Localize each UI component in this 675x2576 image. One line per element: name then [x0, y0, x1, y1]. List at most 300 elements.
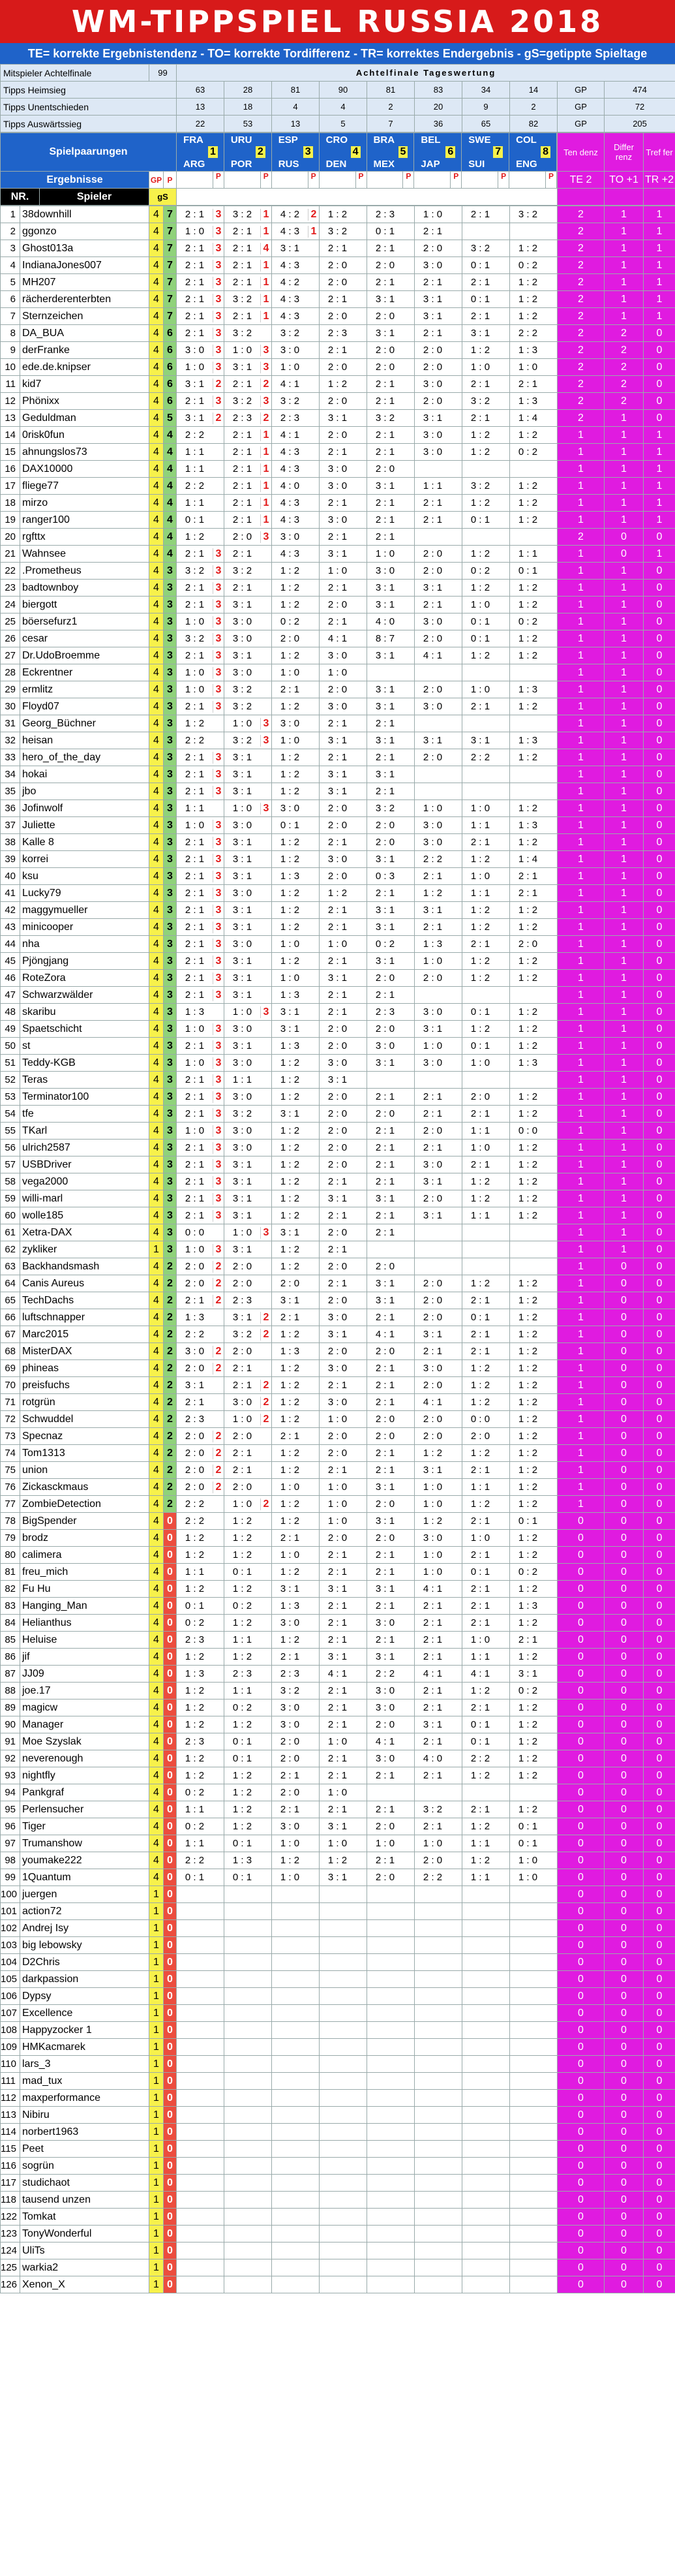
tip-score: 2 : 1	[327, 616, 348, 627]
player-tr: 0	[644, 1292, 675, 1309]
tip-score: 2 : 1	[423, 226, 443, 237]
te-sub: TE 2	[558, 172, 605, 189]
player-tip	[224, 274, 272, 291]
player-tip	[367, 1106, 415, 1123]
tip-score: 2 : 1	[470, 209, 490, 220]
player-tip	[177, 240, 224, 257]
player-row	[1, 834, 675, 851]
player-to: 1	[605, 597, 644, 613]
player-gs: 4	[149, 1784, 164, 1801]
player-gs: 1	[149, 2005, 164, 2022]
tip-score: 2 : 0	[327, 1108, 348, 1119]
player-te: 1	[558, 1445, 605, 1462]
player-gp: 0	[164, 1784, 177, 1801]
player-tip	[177, 291, 224, 308]
stat-value: 5	[320, 116, 367, 132]
tip-score: 1 : 2	[280, 565, 300, 576]
player-tip	[272, 613, 320, 630]
p-header: P	[164, 172, 177, 189]
player-tip	[320, 953, 367, 970]
player-row	[1, 257, 675, 274]
tip-score: 1 : 2	[470, 1448, 490, 1459]
player-gp: 0	[164, 1683, 177, 1699]
player-gp: 3	[164, 1207, 177, 1224]
player-te: 0	[558, 1632, 605, 1649]
tip-score: 3 : 1	[375, 955, 395, 967]
player-tip	[462, 1699, 510, 1716]
tip-points: 2	[260, 1312, 271, 1324]
tip-points: 2	[213, 1448, 224, 1459]
player-tip	[462, 1140, 510, 1156]
player-to: 0	[605, 2039, 644, 2056]
tip-score: 3 : 2	[232, 328, 252, 339]
tip-score: 3 : 1	[423, 735, 443, 746]
tip-score: 1 : 2	[280, 1091, 300, 1102]
player-row	[1, 529, 675, 546]
player-name: Wahnsee	[20, 546, 149, 563]
player-te: 2	[558, 342, 605, 359]
tip-score: 2 : 1	[232, 1363, 252, 1374]
player-tip	[462, 1038, 510, 1055]
player-tip	[320, 1377, 367, 1394]
tip-score: 2 : 0	[423, 362, 443, 373]
player-tip	[367, 1123, 415, 1140]
player-tip	[272, 2005, 320, 2022]
player-te: 2	[558, 223, 605, 240]
tip-score: 3 : 2	[232, 396, 252, 407]
player-tip	[320, 681, 367, 698]
player-te: 0	[558, 2056, 605, 2073]
player-row	[1, 868, 675, 885]
tip-points: 3	[260, 718, 271, 730]
player-tip	[224, 834, 272, 851]
player-tip	[415, 1666, 462, 1683]
player-te: 0	[558, 1988, 605, 2005]
tip-score: 1 : 2	[470, 582, 490, 593]
player-gp: 3	[164, 732, 177, 749]
tip-score: 1 : 2	[280, 701, 300, 712]
tip-score: 2 : 0	[327, 820, 348, 831]
player-tip	[415, 1428, 462, 1445]
player-row	[1, 1954, 675, 1971]
player-tip	[177, 1207, 224, 1224]
player-tip	[320, 1750, 367, 1767]
tip-score: 3 : 0	[423, 1006, 443, 1017]
player-rank: 56	[1, 1140, 20, 1156]
player-gs: 4	[149, 953, 164, 970]
player-te: 2	[558, 376, 605, 393]
tip-points: 3	[213, 752, 224, 764]
player-tip	[415, 257, 462, 274]
player-row	[1, 885, 675, 902]
player-rank: 39	[1, 851, 20, 868]
player-tip	[510, 1632, 558, 1649]
tip-score: 1 : 0	[470, 1142, 490, 1153]
player-gp: 3	[164, 1173, 177, 1190]
tip-score: 2 : 0	[423, 1855, 443, 1866]
tip-score: 0 : 1	[232, 1736, 252, 1747]
player-gs: 1	[149, 2022, 164, 2039]
player-gs: 4	[149, 1496, 164, 1513]
player-tip	[320, 393, 367, 410]
player-tip	[462, 2090, 510, 2107]
tip-score: 0 : 2	[518, 616, 538, 627]
tip-score: 0 : 1	[470, 1719, 490, 1730]
tip-score: 3 : 1	[327, 1651, 348, 1662]
player-tip	[224, 308, 272, 325]
player-rank: 28	[1, 664, 20, 681]
tip-score: 2 : 1	[375, 514, 395, 525]
tip-points: 3	[213, 1057, 224, 1069]
tip-score: 3 : 1	[327, 735, 348, 746]
player-tip	[320, 2175, 367, 2192]
tip-score: 3 : 1	[232, 955, 252, 967]
player-tip	[320, 1394, 367, 1411]
tip-score: 1 : 2	[470, 345, 490, 356]
player-rank: 97	[1, 1835, 20, 1852]
player-tr: 0	[644, 2158, 675, 2175]
player-tip	[224, 1852, 272, 1869]
player-to: 0	[605, 2022, 644, 2039]
player-te: 1	[558, 1173, 605, 1190]
player-gs: 4	[149, 1207, 164, 1224]
player-tip	[177, 1173, 224, 1190]
stat-row	[1, 82, 675, 99]
player-tip	[320, 1564, 367, 1581]
player-tip	[415, 1258, 462, 1275]
player-tip	[367, 919, 415, 936]
player-tip	[415, 2124, 462, 2141]
player-gs: 4	[149, 325, 164, 342]
match-header	[224, 133, 272, 171]
tip-score: 0 : 1	[470, 294, 490, 305]
player-rank: 53	[1, 1089, 20, 1106]
player-row	[1, 698, 675, 715]
player-tip	[224, 2039, 272, 2056]
player-tip	[510, 546, 558, 563]
player-tip	[415, 987, 462, 1004]
player-tip	[462, 1462, 510, 1479]
player-tip	[272, 1377, 320, 1394]
player-tip	[462, 1021, 510, 1038]
player-name: heisan	[20, 732, 149, 749]
player-gp: 0	[164, 1937, 177, 1954]
player-tip	[462, 1275, 510, 1292]
player-tip	[224, 376, 272, 393]
tip-score: 4 : 1	[280, 429, 300, 441]
tip-score: 2 : 1	[470, 1617, 490, 1628]
player-tip	[510, 800, 558, 817]
player-name: DAX10000	[20, 461, 149, 478]
tip-score: 2 : 1	[470, 1549, 490, 1560]
player-tip	[462, 1547, 510, 1564]
player-to: 0	[605, 2141, 644, 2158]
player-tip	[510, 868, 558, 885]
player-tip	[415, 2090, 462, 2107]
tip-score: 3 : 0	[375, 1702, 395, 1713]
player-te: 0	[558, 2226, 605, 2242]
player-tip	[462, 1004, 510, 1021]
tip-score: 2 : 1	[327, 294, 348, 305]
player-tip	[320, 2141, 367, 2158]
player-tip	[320, 563, 367, 580]
tip-score: 1 : 2	[518, 905, 538, 916]
player-tip	[177, 1089, 224, 1106]
home-team: SWE	[468, 134, 491, 146]
player-name: hero_of_the_day	[20, 749, 149, 766]
player-tip	[510, 715, 558, 732]
player-tip	[462, 1784, 510, 1801]
player-tr: 0	[644, 2022, 675, 2039]
player-te: 1	[558, 1377, 605, 1394]
player-tip	[272, 2090, 320, 2107]
tip-score: 4 : 0	[423, 1753, 443, 1764]
tip-score: 2 : 1	[232, 497, 252, 508]
player-gp: 0	[164, 1801, 177, 1818]
player-name: Specnaz	[20, 1428, 149, 1445]
player-to: 0	[605, 1547, 644, 1564]
tip-score: 2 : 0	[470, 1091, 490, 1102]
player-row	[1, 1869, 675, 1886]
player-row	[1, 664, 675, 681]
player-gp: 2	[164, 1394, 177, 1411]
tip-score: 1 : 3	[518, 820, 538, 831]
player-gp: 0	[164, 2158, 177, 2175]
player-row	[1, 1903, 675, 1920]
player-tip	[177, 1140, 224, 1156]
player-gs: 4	[149, 291, 164, 308]
player-rank: 59	[1, 1190, 20, 1207]
tip-points: 3	[213, 362, 224, 373]
tip-score: 2 : 0	[327, 871, 348, 882]
player-name: Backhandsmash	[20, 1258, 149, 1275]
player-gp: 0	[164, 1666, 177, 1683]
tip-score: 1 : 0	[185, 362, 205, 373]
player-tip	[462, 512, 510, 529]
player-gs: 4	[149, 393, 164, 410]
player-gp: 7	[164, 291, 177, 308]
player-tip	[272, 1173, 320, 1190]
player-tip	[224, 1767, 272, 1784]
tip-score: 2 : 1	[470, 1295, 490, 1306]
player-tr: 0	[644, 1937, 675, 1954]
stat-value: 22	[177, 116, 224, 132]
player-tip	[177, 1937, 224, 1954]
player-tip	[272, 834, 320, 851]
tip-score: 2 : 1	[327, 582, 348, 593]
tip-score: 3 : 1	[232, 752, 252, 763]
tip-points: 1	[260, 311, 271, 322]
player-tip	[510, 1156, 558, 1173]
player-to: 0	[605, 1818, 644, 1835]
tip-score: 1 : 1	[232, 1685, 252, 1696]
player-tip	[224, 512, 272, 529]
player-gp: 3	[164, 647, 177, 664]
player-name: Heluise	[20, 1632, 149, 1649]
player-tr: 0	[644, 1004, 675, 1021]
player-tip	[367, 206, 415, 223]
tip-score: 3 : 1	[375, 1515, 395, 1527]
player-tip	[272, 597, 320, 613]
tip-score: 2 : 1	[185, 1176, 205, 1187]
player-tip	[510, 1140, 558, 1156]
tip-score: 1 : 1	[185, 1566, 205, 1577]
tip-score: 0 : 1	[470, 260, 490, 271]
tip-score: 2 : 1	[470, 701, 490, 712]
player-tip	[367, 1869, 415, 1886]
tip-score: 3 : 0	[423, 837, 443, 848]
player-name: jbo	[20, 783, 149, 800]
player-tip	[224, 732, 272, 749]
player-name: st	[20, 1038, 149, 1055]
player-tr: 1	[644, 274, 675, 291]
player-name: Happyzocker 1	[20, 2022, 149, 2039]
player-tip	[415, 800, 462, 817]
player-tip	[272, 1598, 320, 1615]
player-tip	[510, 681, 558, 698]
player-tip	[462, 1496, 510, 1513]
player-tip	[462, 257, 510, 274]
player-tip	[367, 1666, 415, 1683]
tip-score: 0 : 1	[470, 1040, 490, 1051]
home-team: CRO	[325, 134, 348, 146]
tip-score: 1 : 2	[518, 1448, 538, 1459]
tip-score: 1 : 3	[280, 1040, 300, 1051]
tip-score: 3 : 1	[232, 989, 252, 1001]
tip-score: 2 : 0	[375, 1431, 395, 1442]
player-tip	[367, 2107, 415, 2124]
player-tip	[177, 1394, 224, 1411]
player-tip	[320, 1275, 367, 1292]
player-tip	[462, 1207, 510, 1224]
player-te: 1	[558, 851, 605, 868]
player-tip	[510, 206, 558, 223]
tip-points: 3	[213, 1210, 224, 1222]
player-gp: 0	[164, 1971, 177, 1988]
tip-score: 2 : 1	[327, 1685, 348, 1696]
tip-score: 1 : 2	[470, 955, 490, 967]
player-gs: 4	[149, 461, 164, 478]
tip-score: 2 : 0	[327, 1142, 348, 1153]
player-tip	[224, 1547, 272, 1564]
away-team: JAP	[421, 159, 440, 170]
player-tip	[415, 1632, 462, 1649]
player-row	[1, 2259, 675, 2276]
player-tip	[272, 630, 320, 647]
mitspieler-label: Mitspieler Achtelfinale	[1, 65, 149, 82]
player-tip	[367, 1530, 415, 1547]
tip-points: 1	[260, 497, 271, 509]
tip-points: 2	[213, 1261, 224, 1273]
player-tip	[272, 1869, 320, 1886]
tip-score: 3 : 1	[327, 1583, 348, 1594]
tip-score: 4 : 1	[375, 1736, 395, 1747]
player-gp: 0	[164, 1886, 177, 1903]
player-tip	[367, 1309, 415, 1326]
player-tip	[177, 1462, 224, 1479]
tip-score: 2 : 1	[375, 379, 395, 390]
player-tr: 0	[644, 1632, 675, 1649]
tip-score: 2 : 0	[375, 1414, 395, 1425]
tip-score: 1 : 2	[232, 1821, 252, 1832]
player-tr: 0	[644, 1564, 675, 1581]
player-te: 1	[558, 478, 605, 495]
player-tip	[367, 766, 415, 783]
player-tip	[462, 749, 510, 766]
player-to: 0	[605, 2005, 644, 2022]
tip-score: 4 : 3	[280, 463, 300, 474]
tip-score: 2 : 1	[185, 1142, 205, 1153]
player-tip	[510, 240, 558, 257]
player-gs: 1	[149, 1903, 164, 1920]
player-to: 2	[605, 359, 644, 376]
player-gp: 3	[164, 597, 177, 613]
player-name: preisfuchs	[20, 1377, 149, 1394]
player-tip	[462, 936, 510, 953]
player-tip	[272, 342, 320, 359]
player-tip	[510, 919, 558, 936]
player-row	[1, 1462, 675, 1479]
player-tip	[320, 2022, 367, 2039]
player-tr: 1	[644, 444, 675, 461]
tip-score: 1 : 1	[185, 446, 205, 458]
tip-score: 2 : 1	[327, 1566, 348, 1577]
player-tip	[177, 936, 224, 953]
player-tr: 1	[644, 223, 675, 240]
tip-score: 1 : 2	[518, 1397, 538, 1408]
tip-score: 2 : 0	[423, 1431, 443, 1442]
tip-score: 2 : 1	[185, 939, 205, 950]
player-gs: 4	[149, 1055, 164, 1072]
player-to: 1	[605, 715, 644, 732]
player-row	[1, 1258, 675, 1275]
tip-score: 2 : 1	[423, 599, 443, 610]
player-row	[1, 240, 675, 257]
player-row	[1, 902, 675, 919]
player-tip	[320, 2209, 367, 2226]
tip-score: 1 : 0	[280, 667, 300, 678]
player-tip	[177, 2073, 224, 2090]
player-tip	[510, 223, 558, 240]
tip-score: 3 : 1	[375, 1057, 395, 1068]
player-tr: 0	[644, 919, 675, 936]
player-row	[1, 817, 675, 834]
player-rank: 108	[1, 2022, 20, 2039]
tip-score: 0 : 2	[375, 939, 395, 950]
player-tip	[272, 1835, 320, 1852]
player-tr: 0	[644, 1241, 675, 1258]
tip-score: 2 : 1	[327, 1549, 348, 1560]
player-gp: 2	[164, 1377, 177, 1394]
tip-score: 2 : 0	[327, 1532, 348, 1544]
tip-score: 2 : 0	[423, 1380, 443, 1391]
tip-score: 2 : 0	[423, 1125, 443, 1136]
player-tip	[415, 647, 462, 664]
tip-score: 1 : 0	[470, 1634, 490, 1645]
player-tip	[272, 1038, 320, 1055]
tip-score: 3 : 0	[232, 1057, 252, 1068]
tip-score: 3 : 0	[232, 1023, 252, 1034]
player-gp: 0	[164, 1632, 177, 1649]
player-gp: 0	[164, 2141, 177, 2158]
player-tip	[367, 1835, 415, 1852]
player-tip	[272, 885, 320, 902]
player-te: 0	[558, 1564, 605, 1581]
player-to: 1	[605, 223, 644, 240]
player-tip	[177, 1784, 224, 1801]
tip-score: 2 : 1	[423, 328, 443, 339]
tip-score: 3 : 1	[232, 1159, 252, 1170]
